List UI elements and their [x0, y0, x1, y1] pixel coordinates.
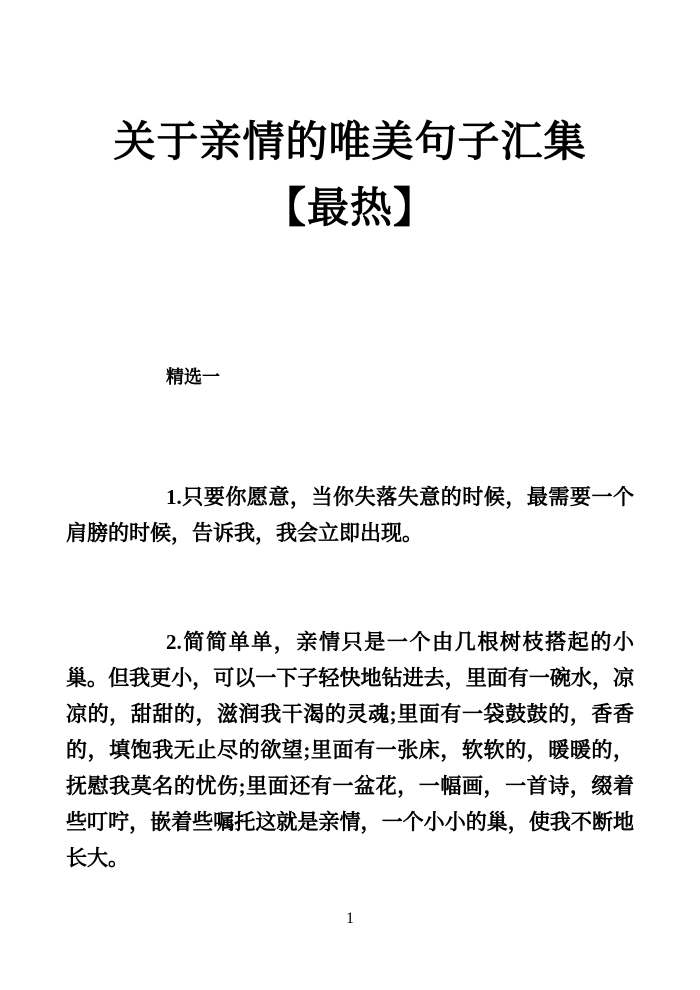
section-label: 精选一: [166, 367, 220, 387]
page-number: 1: [346, 910, 354, 927]
document-title: [0, 110, 700, 242]
document-title-line-2: 【最热】: [263, 186, 436, 232]
paragraph-2: 2.简简单单，亲情只是一个由几根树枝搭起的小巢。但我更小，可以一下子轻快地钻进去，里面有一碗水，凉凉的，甜甜的，滋润我干渴的灵魂;里面有一袋鼓鼓的，香香的，填饱我无止尽的欲望;里面有一张床，软软的，暖暖的，抚慰我莫名的忧伤;里面还有一盆花，一幅画，一首诗，缀着些叮咛，嵌着些嘱托这就是亲情，一个小小的巢，使我不断地长大。: [66, 630, 634, 870]
paragraph-1: 1.只要你愿意，当你失落失意的时候，最需要一个肩膀的时候，告诉我，我会立即出现。: [66, 485, 634, 545]
document-title-line-1: 关于亲情的唯美句子汇集: [113, 120, 587, 166]
